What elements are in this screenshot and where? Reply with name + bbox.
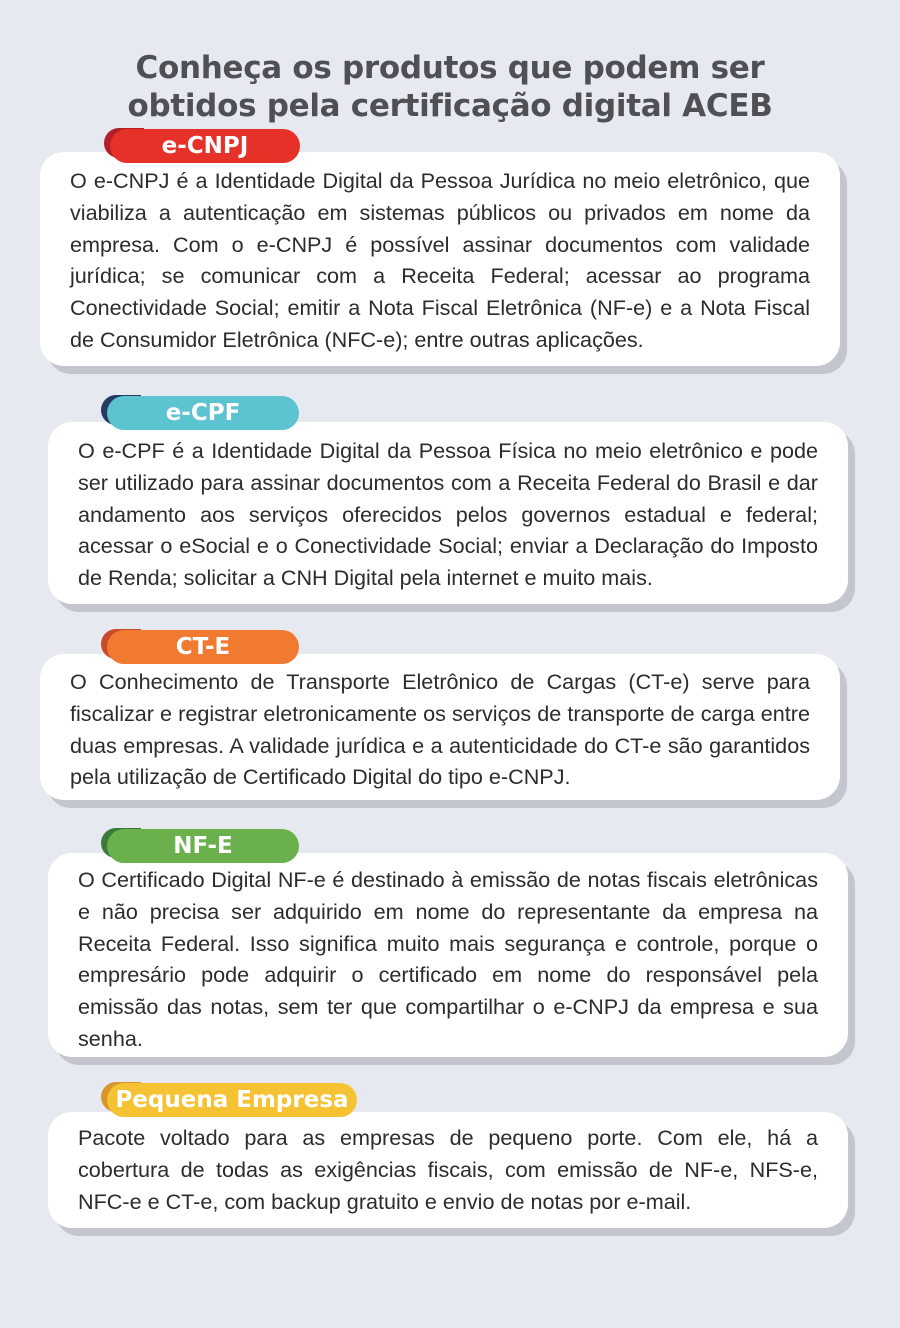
nfe-card — [48, 853, 848, 1057]
pequena-empresa-description: Pacote voltado para as empresas de pequeno porte. Com ele, há a cobertura de todas as exigências fiscais, com emissão de NF-e, NFS-e, NFC-e e CT-e, com backup gratuito e envio de notas por e-mail. — [78, 1125, 818, 1214]
nfe-tab — [107, 829, 299, 863]
pequena-empresa-card — [48, 1112, 848, 1228]
cte-description: O Conhecimento de Transporte Eletrônico de Cargas (CT-e) serve para fiscalizar e registrar eletronicamente os serviços de transporte de carga entre duas empresas. A validade jurídica e a autenticidade do CT-e são garantidos pela utilização de Certificado Digital do tipo e-CNPJ. — [70, 669, 810, 790]
pequena-empresa-tab-label: Pequena Empresa — [107, 1083, 357, 1117]
ecnpj-description: O e-CNPJ é a Identidade Digital da Pessoa Jurídica no meio eletrônico, que viabiliza a autenticação em sistemas públicos ou privados em nome da empresa. Com o e-CNPJ é possível assinar documentos com validade jurídica; se comunicar com a Receita Federal; acessar ao programa Conectividade Social; emitir a Nota Fiscal Eletrônica (NF-e) e a Nota Fiscal de Consumidor Eletrônica (NFC-e); entre outras aplicações. — [70, 168, 810, 352]
ecpf-description: O e-CPF é a Identidade Digital da Pessoa Física no meio eletrônico e pode ser utilizado para assinar documentos com a Receita Federal do Brasil e dar andamento aos serviços oferecidos pelos governos estadual e federal; acessar o eSocial e o Conectividade Social; enviar a Declaração do Imposto de Renda; solicitar a CNH Digital pela internet e muito mais. — [78, 438, 818, 591]
nfe-description: O Certificado Digital NF-e é destinado à emissão de notas fiscais eletrônicas e não precisa ser adquirido em nome do representante da empresa na Receita Federal. Isso significa muito mais segurança e controle, porque o empresário pode adquirir o certificado em nome do responsável pela emissão das notas, sem ter que compartilhar o e-CNPJ da empresa e sua senha. — [78, 867, 818, 1051]
cte-card — [40, 654, 840, 800]
ecnpj-tab — [110, 129, 300, 163]
cte-tab-label: CT-E — [107, 630, 299, 664]
ecnpj-tab-label: e-CNPJ — [110, 129, 300, 163]
nfe-tab-label: NF-E — [107, 829, 299, 863]
cte-tab — [107, 630, 299, 664]
ecpf-tab — [107, 396, 299, 430]
page-title-line-1: Conheça os produtos que podem ser — [135, 49, 765, 86]
page-title-line-2: obtidos pela certificação digital ACEB — [127, 87, 773, 124]
ecpf-tab-label: e-CPF — [107, 396, 299, 430]
page-title — [0, 49, 900, 125]
pequena-empresa-tab — [107, 1083, 357, 1117]
ecnpj-card — [40, 152, 840, 366]
ecpf-card — [48, 422, 848, 604]
